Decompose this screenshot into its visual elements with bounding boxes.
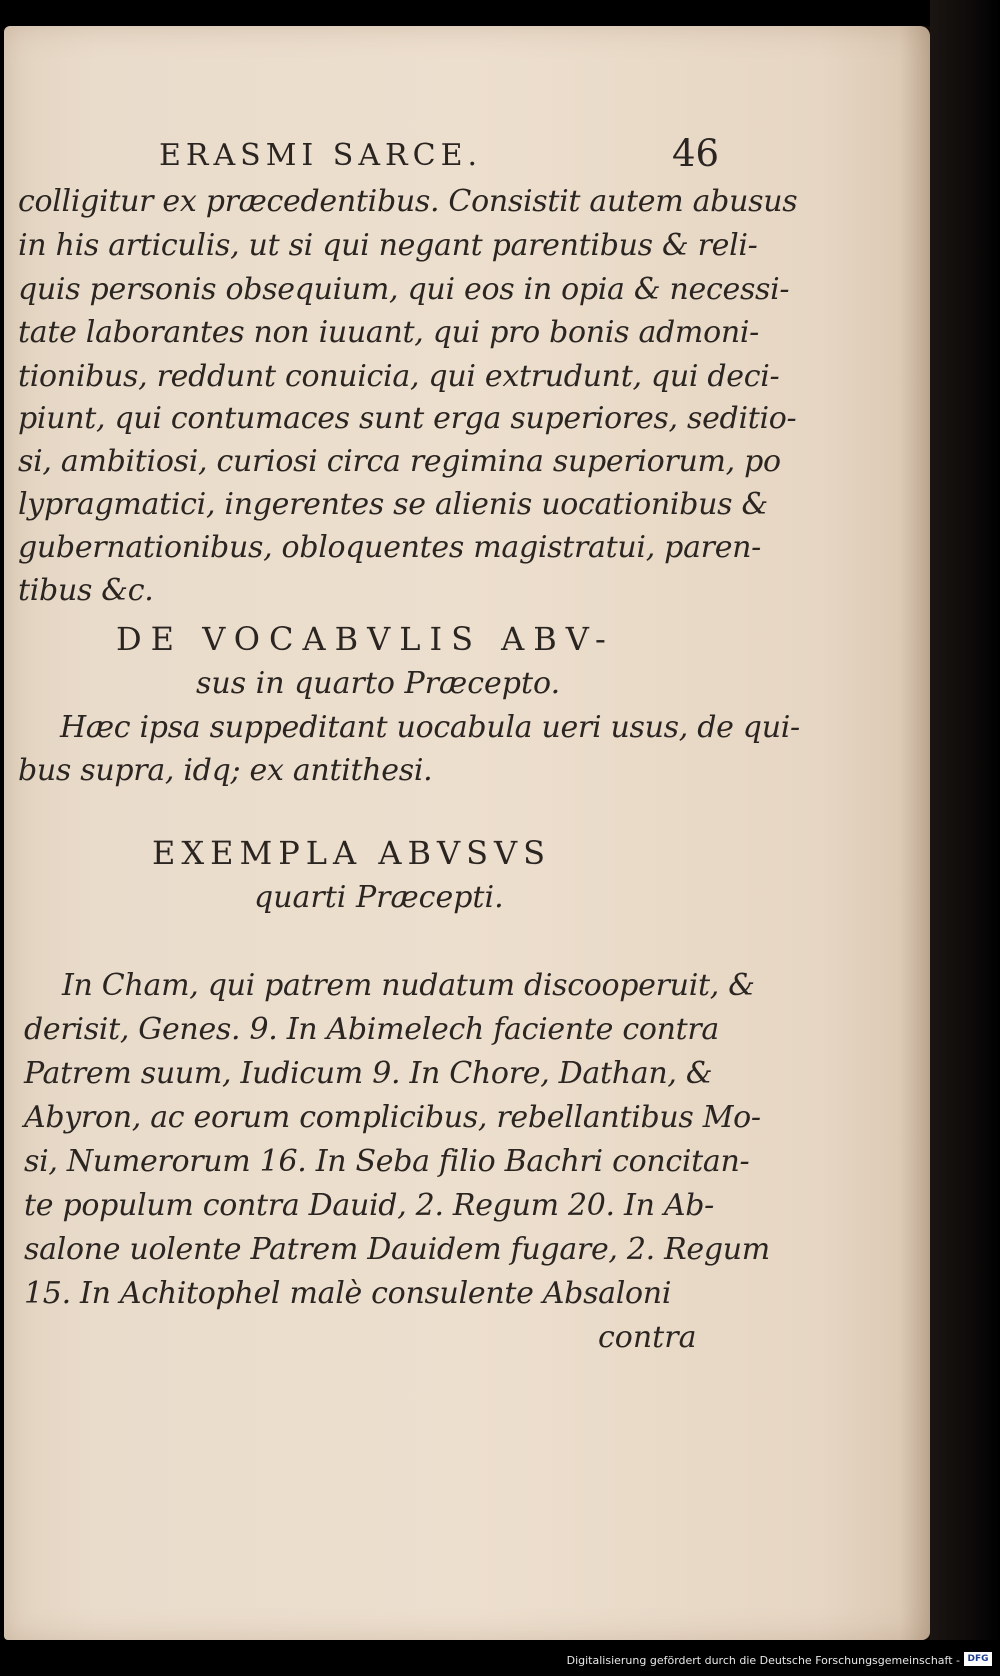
catchword: contra: [598, 1320, 697, 1355]
dfg-logo: DFG: [964, 1652, 992, 1666]
book-page: [4, 26, 930, 1640]
text-line: Hæc ipsa suppeditant uocabula ueri usus, de qui-: [60, 710, 800, 745]
text-line: Patrem suum, Iudicum 9. In Chore, Dathan, &: [24, 1056, 713, 1091]
section-subheading: quarti Præcepti.: [254, 880, 504, 915]
funding-credit: Digitalisierung gefördert durch die Deutsche Forschungsgemeinschaft -: [566, 1654, 960, 1667]
text-line: quis personis obsequium, qui eos in opia & necessi-: [18, 272, 790, 307]
text-line: in his articulis, ut si qui negant parentibus & reli-: [18, 228, 758, 263]
text-line: gubernationibus, obloquentes magistratui, paren-: [18, 530, 762, 565]
text-line: colligitur ex præcedentibus. Consistit autem abusus: [18, 184, 798, 219]
text-line: lypragmatici, ingerentes se alienis uocationibus &: [18, 487, 768, 522]
text-line: 15. In Achitophel malè consulente Absaloni: [24, 1276, 672, 1311]
text-line: te populum contra Dauid, 2. Regum 20. In Ab-: [24, 1188, 714, 1223]
text-line: si, ambitiosi, curiosi circa regimina superiorum, po: [18, 444, 781, 479]
book-spine-edge: [930, 0, 1000, 1676]
text-line: tionibus, reddunt conuicia, qui extrudunt, qui deci-: [18, 359, 780, 394]
running-title: ERASMI SARCE.: [159, 138, 483, 173]
text-line: derisit, Genes. 9. In Abimelech faciente contra: [24, 1012, 719, 1047]
text-line: In Cham, qui patrem nudatum discooperuit, &: [62, 968, 755, 1003]
section-subheading: sus in quarto Præcepto.: [196, 666, 561, 701]
text-line: piunt, qui contumaces sunt erga superiores, seditio-: [18, 401, 797, 436]
page-number: 46: [672, 132, 720, 175]
text-line: Abyron, ac eorum complicibus, rebellantibus Mo-: [24, 1100, 761, 1135]
text-line: bus supra, idq; ex antithesi.: [18, 753, 433, 788]
text-line: salone uolente Patrem Dauidem fugare, 2. Regum: [24, 1232, 770, 1267]
section-heading: EXEMPLA ABVSVS: [152, 834, 552, 872]
section-heading: DE VOCABVLIS ABV-: [116, 620, 615, 658]
text-line: tate laborantes non iuuant, qui pro bonis admoni-: [18, 315, 759, 350]
text-line: si, Numerorum 16. In Seba filio Bachri concitan-: [24, 1144, 750, 1179]
text-line: tibus &c.: [18, 573, 154, 608]
